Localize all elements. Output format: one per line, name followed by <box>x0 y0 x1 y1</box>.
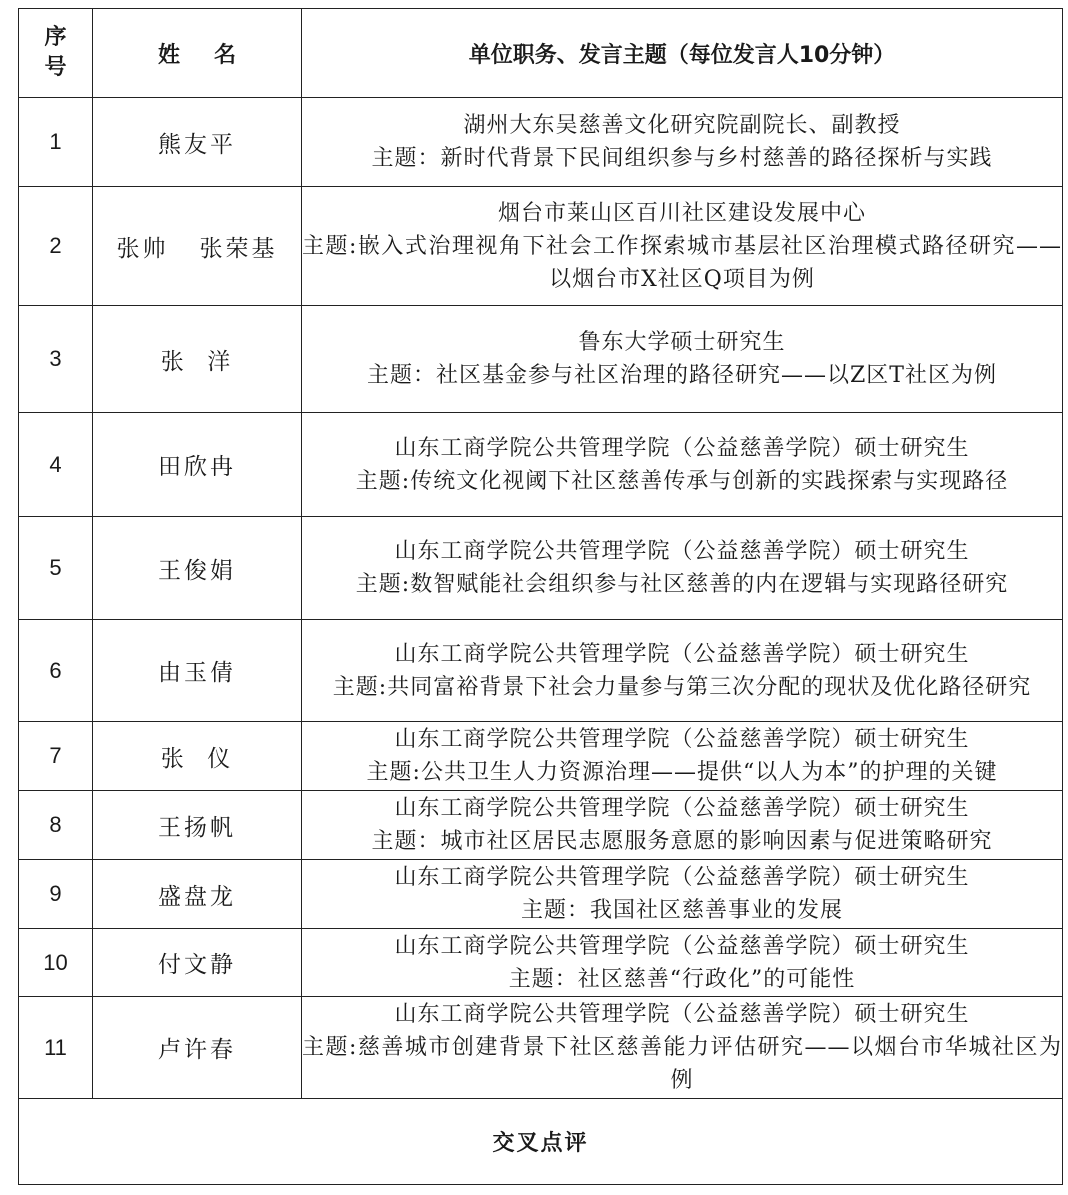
speaker-topic: 主题：社区慈善“行政化”的可能性 <box>508 966 856 992</box>
table-row <box>19 306 1063 413</box>
row-number: 10 <box>19 929 93 997</box>
speaker-name: 张 洋 <box>93 306 302 413</box>
speaker-topic: 主题:公共卫生人力资源治理——提供“以人为本”的护理的关键 <box>366 760 998 785</box>
speaker-affiliation: 山东工商学院公共管理学院（公益慈善学院）硕士研究生 <box>394 933 970 959</box>
speaker-name: 王扬帆 <box>93 791 302 860</box>
speaker-info <box>302 620 1063 722</box>
program-sheet <box>18 8 1062 1185</box>
footer-row <box>19 1099 1063 1185</box>
speaker-info <box>302 929 1063 997</box>
row-number: 1 <box>19 98 93 187</box>
table-row <box>19 791 1063 860</box>
speaker-name: 王俊娟 <box>93 517 302 620</box>
speaker-info <box>302 187 1063 306</box>
speaker-topic: 主题：社区基金参与社区治理的路径研究——以Z区T社区为例 <box>367 363 997 388</box>
table-row <box>19 187 1063 306</box>
table-row <box>19 620 1063 722</box>
speaker-affiliation: 烟台市莱山区百川社区建设发展中心 <box>497 200 866 226</box>
table-row <box>19 98 1063 187</box>
header-name-second: 名 <box>214 42 237 68</box>
header-row <box>19 9 1063 98</box>
speaker-info <box>302 860 1063 929</box>
speaker-affiliation: 山东工商学院公共管理学院（公益慈善学院）硕士研究生 <box>394 1002 970 1027</box>
speaker-schedule-table <box>18 8 1063 1185</box>
speaker-topic: 主题:慈善城市创建背景下社区慈善能力评估研究——以烟台市华城社区为例 <box>302 1035 1062 1093</box>
speaker-name: 盛盘龙 <box>93 860 302 929</box>
speaker-info <box>302 997 1063 1099</box>
row-number: 7 <box>19 722 93 791</box>
row-number: 5 <box>19 517 93 620</box>
speaker-info <box>302 306 1063 413</box>
speaker-name: 由玉倩 <box>93 620 302 722</box>
speaker-affiliation: 山东工商学院公共管理学院（公益慈善学院）硕士研究生 <box>394 641 970 667</box>
header-affiliation-topic: 单位职务、发言主题（每位发言人10分钟） <box>302 9 1063 98</box>
speaker-name: 张 仪 <box>93 722 302 791</box>
header-number-top: 序 <box>44 25 67 50</box>
speaker-affiliation: 湖州大东吴慈善文化研究院副院长、副教授 <box>463 113 901 138</box>
speaker-info <box>302 98 1063 187</box>
speaker-topic: 主题:嵌入式治理视角下社会工作探索城市基层社区治理模式路径研究——以烟台市X社区Q项目为例 <box>302 233 1062 292</box>
header-name <box>93 9 302 98</box>
speaker-name: 卢许春 <box>93 997 302 1099</box>
speaker-name: 张帅 张荣基 <box>93 187 302 306</box>
table-row <box>19 860 1063 929</box>
speaker-topic: 主题：我国社区慈善事业的发展 <box>520 898 843 923</box>
speaker-name: 熊友平 <box>93 98 302 187</box>
row-number: 3 <box>19 306 93 413</box>
speaker-affiliation: 山东工商学院公共管理学院（公益慈善学院）硕士研究生 <box>394 539 970 564</box>
speaker-affiliation: 鲁东大学硕士研究生 <box>578 330 786 355</box>
speaker-topic: 主题:传统文化视阈下社区慈善传承与创新的实践探索与实现路径 <box>355 468 1009 494</box>
speaker-topic: 主题：新时代背景下民间组织参与乡村慈善的路径探析与实践 <box>371 146 993 171</box>
speaker-topic: 主题:数智赋能社会组织参与社区慈善的内在逻辑与实现路径研究 <box>355 572 1009 597</box>
table-row <box>19 413 1063 517</box>
row-number: 8 <box>19 791 93 860</box>
speaker-affiliation: 山东工商学院公共管理学院（公益慈善学院）硕士研究生 <box>394 865 970 890</box>
row-number: 11 <box>19 997 93 1099</box>
table-row <box>19 517 1063 620</box>
speaker-affiliation: 山东工商学院公共管理学院（公益慈善学院）硕士研究生 <box>394 727 970 752</box>
cross-review-label: 交叉点评 <box>19 1099 1063 1185</box>
speaker-info <box>302 517 1063 620</box>
speaker-topic: 主题:共同富裕背景下社会力量参与第三次分配的现状及优化路径研究 <box>332 674 1032 700</box>
row-number: 4 <box>19 413 93 517</box>
speaker-topic: 主题：城市社区居民志愿服务意愿的影响因素与促进策略研究 <box>371 829 993 854</box>
table-row <box>19 997 1063 1099</box>
header-number-bottom: 号 <box>44 55 67 80</box>
row-number: 6 <box>19 620 93 722</box>
speaker-affiliation: 山东工商学院公共管理学院（公益慈善学院）硕士研究生 <box>394 435 970 461</box>
header-number <box>19 9 93 98</box>
table-row <box>19 722 1063 791</box>
row-number: 9 <box>19 860 93 929</box>
speaker-info <box>302 791 1063 860</box>
speaker-name: 田欣冉 <box>93 413 302 517</box>
table-row <box>19 929 1063 997</box>
speaker-info <box>302 413 1063 517</box>
speaker-name: 付文静 <box>93 929 302 997</box>
speaker-info <box>302 722 1063 791</box>
row-number: 2 <box>19 187 93 306</box>
header-name-first: 姓 <box>157 42 180 68</box>
speaker-affiliation: 山东工商学院公共管理学院（公益慈善学院）硕士研究生 <box>394 796 970 821</box>
